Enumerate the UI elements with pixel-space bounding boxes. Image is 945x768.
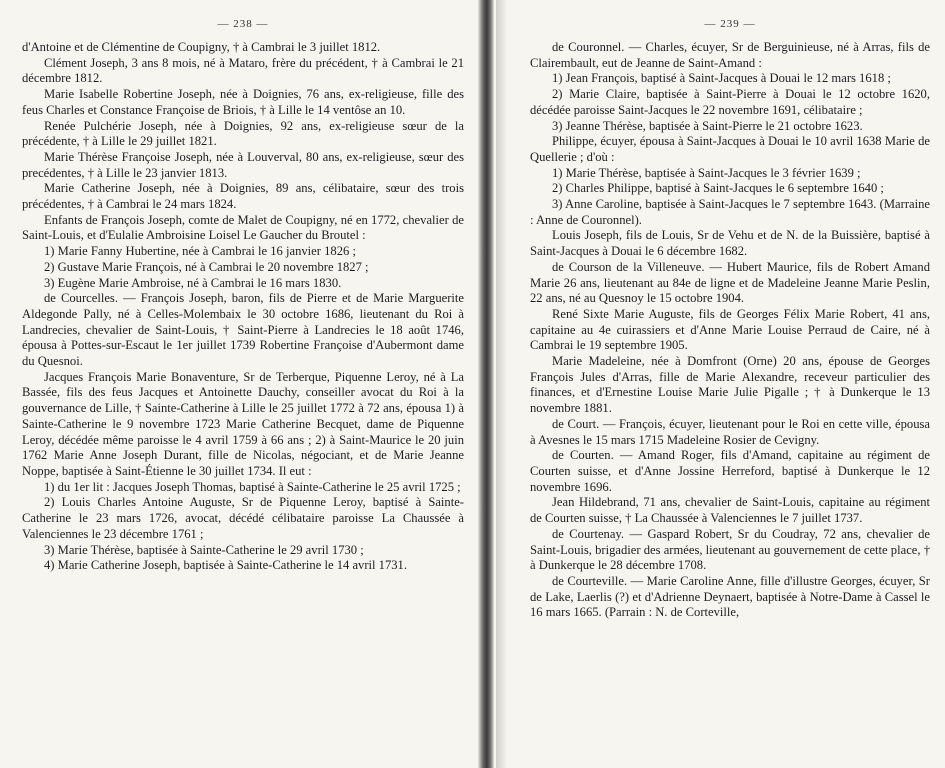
paragraph: Jacques François Marie Bonaventure, Sr de Terberque, Piquenne Leroy, né à La Bassée, fils des feus Jacques et Antoinette Dauchy, conseiller avocat du Roi à la gouvernance de Lille, † Sainte-Catherine à Lille le 25 juillet 1772 à 72 ans, épousa 1) à Sainte-Catherine le 9 novembre 1723 Marie Catherine Becquet, dame de Piquenne Leroy, décédée même paroisse le 4 avril 1759 à 66 ans ; 2) à Saint-Maurice le 20 juin 1762 Marie Anne Joseph Durant, fille de Nicolas, négociant, et de Marie Jeanne Noppe, baptisée à Saint-Étienne le 30 juillet 1734. Il eut : — [22, 369, 464, 478]
entry-courten: de Courten. — Amand Roger, fils d'Amand, capitaine au régiment de Courten suisse, et d'Anne Jossine Herreford, baptisé à Dunkerque le 12 novembre 1696. — [530, 448, 930, 494]
list-item: 3) Eugène Marie Ambroise, né à Cambrai le 16 mars 1830. — [44, 275, 342, 290]
list-item: 1) Marie Thérèse, baptisée à Saint-Jacques le 3 février 1639 ; — [552, 165, 861, 180]
book-gutter — [478, 0, 494, 768]
paragraph: Marie Madeleine, née à Domfront (Orne) 20 ans, épouse de Georges François Jules d'Arras, fille de Marie Alexandre, receveur particulier des finances, et d'Ernestine Louise Marie Julie Pigalle ; † à Dunkerque le 13 novembre 1881. — [530, 354, 930, 416]
list-item: 3) Marie Thérèse, baptisée à Sainte-Catherine le 29 avril 1730 ; — [44, 542, 364, 557]
paragraph: René Sixte Marie Auguste, fils de Georges Félix Marie Robert, 41 ans, capitaine au 4e cuirassiers et d'Anne Marie Louise Perraud de Caire, né à Cambrai le 19 septembre 1905. — [530, 306, 930, 353]
entry-courteville: de Courteville. — Marie Caroline Anne, fille d'illustre Georges, écuyer, Sr de Lake, Laerlis (?) et d'Adrienne Deynaert, baptisée à Notre-Dame à Cassel le 16 mars 1665. (Parrain : N. de Corteville, — [530, 573, 930, 620]
list-item: 3) Anne Caroline, baptisée à Saint-Jacques le 7 septembre 1643. (Marraine : Anne de Couronnel). — [530, 197, 930, 227]
list-item: 1) Jean François, baptisé à Saint-Jacques à Douai le 12 mars 1618 ; — [552, 71, 891, 86]
paragraph: Marie Isabelle Robertine Joseph, née à Doignies, 76 ans, ex-religieuse, fille des feus Charles et Constance Françoise de Briois, † à Lille le 14 ventôse an 10. — [22, 87, 464, 117]
paragraph: Renée Pulchérie Joseph, née à Doignies, 92 ans, ex-religieuse sœur de la précédente, † à Lille le 29 juillet 1821. — [22, 118, 464, 149]
paragraph: d'Antoine et de Clémentine de Coupigny, † à Cambrai le 3 juillet 1812. — [22, 40, 381, 54]
gutter-shadow — [496, 0, 506, 768]
left-page — [22, 0, 464, 768]
entry-courson: de Courson de la Villeneuve. — Hubert Maurice, fils de Robert Amand Marie 26 ans, lieutenant au 84e de ligne et de Madeleine Jeanne Marie Peslin, 22 ans, né au Quesnoy le 15 octobre 1904. — [530, 259, 930, 306]
list-item: 4) Marie Catherine Joseph, baptisée à Sainte-Catherine le 14 avril 1731. — [44, 558, 408, 573]
entry-couronnel: de Couronnel. — Charles, écuyer, Sr de Berguinieuse, né à Arras, fils de Clairembault, eut de Jeanne de Saint-Amand : — [530, 40, 930, 70]
entry-courtenay: de Courtenay. — Gaspard Robert, Sr du Coudray, 72 ans, chevalier de Saint-Louis, brigadier des armées, lieutenant au gouvernement de cette place, † à Dunkerque le 28 décembre 1708. — [530, 526, 930, 573]
list-item: 2) Charles Philippe, baptisé à Saint-Jacques le 6 septembre 1640 ; — [552, 181, 884, 196]
list-item: 3) Jeanne Thérèse, baptisée à Saint-Pierre le 21 octobre 1623. — [552, 118, 863, 133]
entry-court: de Court. — François, écuyer, lieutenant pour le Roi en cette ville, épousa à Avesnes le 15 mars 1715 Madeleine Rosier de Cevigny. — [530, 416, 930, 447]
left-page-number: — 238 — — [217, 18, 269, 30]
list-item: 1) Marie Fanny Hubertine, née à Cambrai le 16 janvier 1826 ; — [44, 244, 356, 259]
paragraph: Marie Thérèse Françoise Joseph, née à Louverval, 80 ans, ex-religieuse, sœur des precédentes, † à Lille le 23 janvier 1813. — [22, 149, 464, 180]
list-item: 2) Marie Claire, baptisée à Saint-Pierre à Douai le 12 octobre 1620, décédée paroisse Saint-Jacques le 22 novembre 1691, célibataire ; — [530, 87, 930, 117]
right-page — [530, 0, 930, 768]
paragraph: Enfants de François Joseph, comte de Malet de Coupigny, né en 1772, chevalier de Saint-Louis, et d'Eulalie Ambroisine Loisel Le Gaucher du Broutel : — [22, 212, 464, 243]
list-item: 2) Louis Charles Antoine Auguste, Sr de Piquenne Leroy, baptisé à Sainte-Catherine le 23 mars 1726, avocat, décédé célibataire paroisse La Chaussée à Valenciennes le 23 décembre 1761 ; — [22, 495, 464, 541]
paragraph: Marie Catherine Joseph, née à Doignies, 89 ans, célibataire, sœur des trois précédentes, † à Cambrai le 24 mars 1824. — [22, 181, 464, 212]
paragraph: Jean Hildebrand, 71 ans, chevalier de Saint-Louis, capitaine au régiment de Courten suisse, † La Chaussée à Valenciennes le 7 juillet 1737. — [530, 495, 930, 526]
paragraph: Philippe, écuyer, épousa à Saint-Jacques à Douai le 10 avril 1638 Marie de Quellerie ; d'où : — [530, 134, 930, 164]
right-page-number: — 239 — — [704, 18, 756, 30]
list-item: 2) Gustave Marie François, né à Cambrai le 20 novembre 1827 ; — [44, 259, 369, 274]
paragraph: Clément Joseph, 3 ans 8 mois, né à Mataro, frère du précédent, † à Cambrai le 21 décembre 1812. — [22, 55, 464, 86]
paragraph: Louis Joseph, fils de Louis, Sr de Vehu et de N. de la Buissière, baptisé à Saint-Jacques à Douai le 6 décembre 1682. — [530, 228, 930, 259]
list-item: 1) du 1er lit : Jacques Joseph Thomas, baptisé à Sainte-Catherine le 25 avril 1725 ; — [44, 479, 461, 494]
entry-courcelles: de Courcelles. — François Joseph, baron, fils de Pierre et de Marie Marguerite Aldegonde Pally, né à Celles-Molembaix le 30 octobre 1686, lieutenant du Roi à Landrecies, chevalier de Saint-Louis, † Saint-Pierre à Landrecies le 18 août 1746, épousa à Pottes-sur-Escaut le 1er juillet 1739 Robertine Françoise d'Aubermont dame du Quesnoi. — [22, 291, 464, 369]
